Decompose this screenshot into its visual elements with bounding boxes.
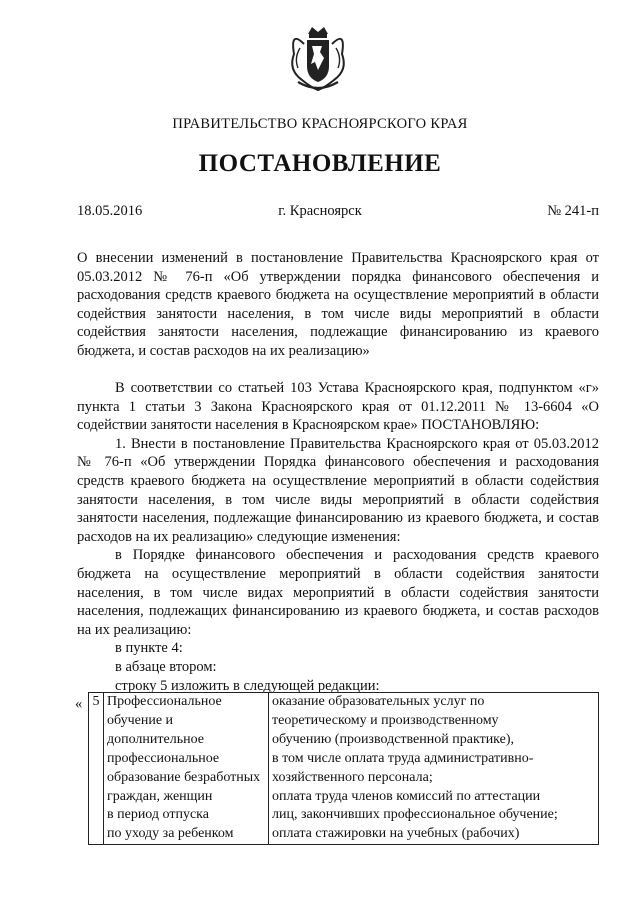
activity-line: профессиональное — [107, 750, 220, 766]
costs-line: лиц, закончивших профессиональное обучение; — [272, 807, 558, 823]
activity-line: образование безработных — [107, 769, 261, 785]
costs-cell — [269, 693, 599, 845]
activity-line: дополнительное — [107, 731, 204, 747]
activity-line: по уходу за ребенком — [107, 826, 234, 842]
paragraph-two-line: в абзаце втором: — [115, 658, 217, 675]
costs-line: оплата стажировки на учебных (рабочих) — [272, 826, 520, 842]
point-4-line: в пункте 4: — [115, 640, 183, 657]
amendment-table — [88, 692, 599, 845]
activity-line: Профессиональное — [107, 694, 222, 709]
document-date: 18.05.2016 — [77, 203, 143, 219]
opening-quote-mark: « — [75, 696, 83, 712]
document-body — [77, 379, 599, 695]
costs-line: оплата труда членов комиссий по аттестации — [272, 788, 541, 804]
activity-line: граждан, женщин — [107, 788, 213, 804]
clause-1-paragraph: 1. Внести в постановление Правительства Красноярского края от 05.03.2012 № 76-п «Об утверждении Порядка финансового обеспечения и расходования средств краевого бюджета на осуществление мероприятий в области содействия занятости населения, в том числе виды мероприятий в области содействия занятости населения, подлежащие финансированию из краевого бюджета, и состав расходов на их реализацию» следующие изменения: — [77, 435, 599, 545]
costs-line: оказание образовательных услуг по — [272, 694, 485, 709]
activity-line: в период отпуска — [107, 807, 209, 823]
document-title: О внесении изменений в постановление Правительства Красноярского края от 05.03.2012 № 76-п «Об утверждении порядка финансового обеспечения и расходования средств краевого бюджета на осуществление мероприятий в области содействия занятости населения, в том числе виды мероприятий в области содействия занятости населения, подлежащие финансированию из краевого бюджета, и состав расходов на их реализацию» — [77, 250, 599, 359]
costs-line: хозяйственного персонала; — [272, 769, 433, 785]
row-number-cell: 5 — [89, 693, 104, 845]
activity-cell — [104, 693, 269, 845]
activity-line: обучение и — [107, 712, 174, 728]
coat-of-arms-emblem — [284, 22, 352, 94]
document-city: г. Красноярск — [278, 203, 362, 219]
costs-line: обучению (производственной практике), — [272, 731, 515, 747]
procedure-paragraph: в Порядке финансового обеспечения и расходования средств краевого бюджета на осуществление мероприятий в области содействия занятости населения, в том числе видах мероприятий в области содействия занятости населения, подлежащих финансированию из краевого бюджета, и состав расходов на их реализацию: — [77, 547, 599, 638]
preamble-paragraph: В соответствии со статьей 103 Устава Красноярского края, подпунктом «г» пункта 1 статьи 3 Закона Красноярского края от 01.12.2011 № 13-6604 «О содействии занятости населения в Красноярском крае» ПОСТАНОВЛЯЮ: — [77, 380, 599, 434]
document-type: ПОСТАНОВЛЕНИЕ — [198, 150, 442, 177]
row-5-instruction-line: строку 5 изложить в следующей редакции: — [115, 677, 380, 694]
costs-line: в том числе оплата труда административно- — [272, 750, 534, 766]
costs-line: теоретическому и производственному — [272, 712, 499, 728]
organization-name: ПРАВИТЕЛЬСТВО КРАСНОЯРСКОГО КРАЯ — [172, 116, 468, 132]
table-row — [89, 693, 599, 845]
document-number: № 241-п — [547, 203, 599, 219]
